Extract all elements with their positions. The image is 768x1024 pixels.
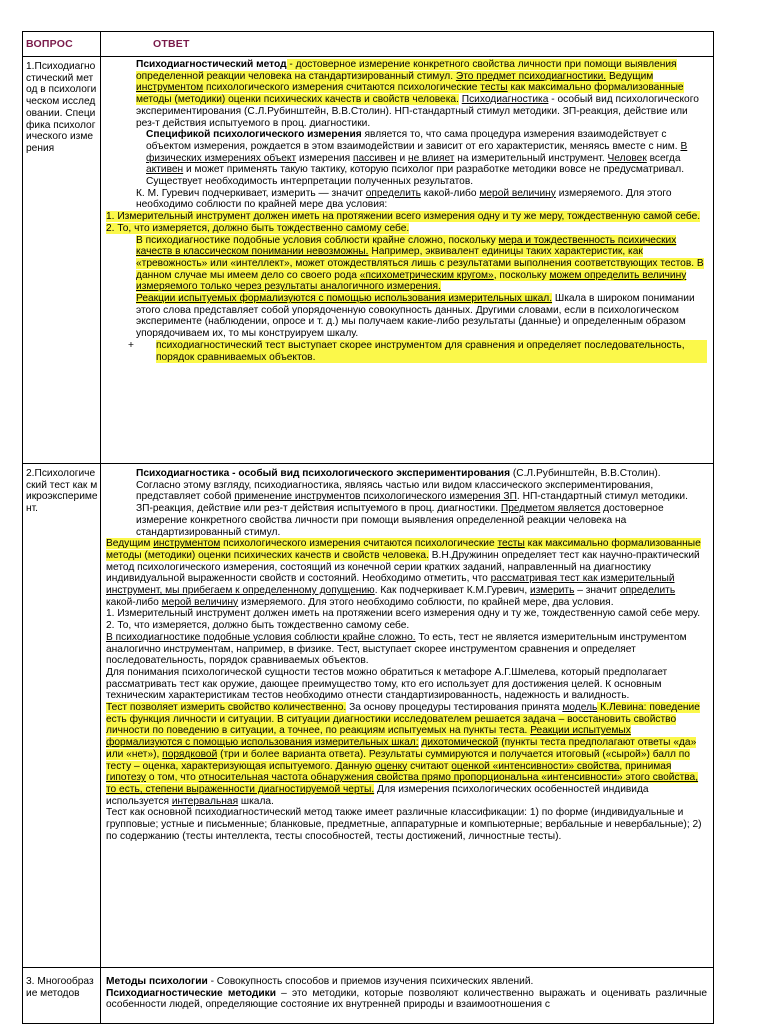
text-span: мерой величину [479, 187, 556, 199]
answer-cell [101, 464, 714, 968]
paragraph: Тест как основной психодиагностический метод также имеет различные классификации: 1) по форме (индивидуальные и групповые; устные и письменные; бланковые, предметные, аппаратурные и компьютерные; вербальные и невербальные); 2) по содержанию (тесты интеллекта, тесты способностей, тесты достижений, личностные тесты). [106, 807, 702, 842]
text-span: В психодиагностике подобные условия соблюсти крайне сложно, поскольку [136, 234, 499, 246]
paragraph: 1. Измерительный инструмент должен иметь на протяжении всего измерения одну и ту же, тождественную самой себе меру. [106, 608, 701, 620]
answer-text [101, 464, 713, 843]
paragraph [106, 538, 707, 608]
text-span: . Как подчеркивает К.М.Гуревич, [374, 585, 531, 597]
paragraph [106, 468, 707, 538]
paragraph [106, 59, 707, 129]
term: Психодиагностика - особый вид психологического экспериментирования [136, 468, 511, 479]
qa-table [22, 31, 714, 1024]
text-span: - особый вид психологического экспериментирования (С.Л.Рубинштейн, В.В.Столин). НП-стандартный стимул методики. ЗП-реакция, действие или рез-т действия испытуемого в проц. диагностики. [136, 94, 699, 129]
text-span: определить [365, 187, 421, 199]
text-span: измеряемого. Для этого необходимо соблюсти, по крайней мере, два условия. [238, 596, 614, 608]
text-span: о том, что [146, 772, 199, 784]
question-text: 3. Многообразие методов [26, 976, 94, 999]
text-span: тесты [497, 538, 525, 550]
text-span: инструментом [153, 538, 221, 550]
text-span: В физических измерениях объект [146, 140, 688, 164]
text-span: относительная частота обнаружения свойства прямо пропорциональна «интенсивности» этого свойства, то есть, степени выраженности диагностируемой черты. [106, 772, 699, 795]
text-span: оценкой «интенсивности» свойства, [451, 760, 623, 772]
text-span: рассматривая тест как измерительный инструмент, мы прибегаем к определенному допущению [106, 573, 675, 597]
text-span: Психодиагностика [461, 94, 549, 106]
text-span: К.Левина: поведение есть функция личности и ситуации. В ситуации диагностики исследователем решается задача – восстановить свойство личности по поведению в ситуации, а точнее, по реакциям испытуемых на пункты теста. [106, 702, 700, 737]
text-span: интервальная [171, 795, 239, 807]
text-span: , поскольку [493, 269, 550, 281]
text-span: (пункты теста предполагают ответы «да» или «нет»), [106, 737, 697, 760]
text-span: и [396, 152, 409, 164]
text-span: модель [562, 702, 598, 714]
answer-text [101, 968, 713, 1011]
text-span: мера и тождественность психических качеств в классическом понимании невозможны. [136, 234, 677, 258]
bullet-mark: + [128, 339, 134, 351]
text-span: Шкала в широком понимании этого слова представляет собой упорядоченную совокупность данных. Другими словами, если в психологическом эксперименте (наблюдении, опросе и т. д.) мы получаем какие-либо результаты (данные) и определенным образом упорядочиваем их, то мы конструируем шкалу. [136, 293, 695, 340]
header-question: ВОПРОС [26, 38, 73, 50]
text-span: какой-либо [106, 596, 162, 608]
table-header-row [23, 32, 714, 57]
text-span: достоверное измерение конкретного свойства личности при помощи выявления определенной реакции человека на стандартизированный стимул. [136, 503, 664, 538]
answer-text [101, 57, 713, 363]
text-span: шкала. [238, 795, 274, 807]
text-span: гипотезу [106, 772, 147, 784]
text-span: (три и более варианта ответа). Результаты суммируются и получается итоговый («сырой») балл по тесту – оценка, характеризующая испытуемого. Данную [106, 748, 690, 772]
text-span: мерой величину [161, 596, 239, 608]
paragraph [106, 293, 707, 340]
table-row [23, 464, 714, 968]
header-answer-cell [101, 32, 714, 57]
paragraph [106, 632, 707, 667]
text-span: дихотомической [421, 737, 499, 749]
text-span: – это методики, которые позволяют количественно выражать и оценивать различные особенности людей, определяющие состояние их внутренней природы и взаимоотношения с [106, 987, 708, 1011]
header-answer: ОТВЕТ [153, 38, 190, 50]
text-span: измерить [530, 585, 575, 597]
question-cell [23, 968, 101, 1024]
table-row [23, 968, 714, 1024]
text-span: пассивен [353, 152, 397, 164]
text-span: Например, эквивалент единицы таких характеристик, как «тревожность» или «интеллект», может отождествляться лишь с результатами выполнения соответствующих тестов. В данном случае мы имеем дело со своего рода [136, 246, 704, 281]
paragraph [106, 702, 707, 807]
text-span: определить [619, 585, 676, 597]
answer-cell [101, 968, 714, 1024]
text-span: принимая [622, 760, 672, 772]
text-span: 1. Измерительный инструмент должен иметь на протяжении всего измерения одну и ту же меру, тождественную самой себе. [106, 211, 701, 223]
answer-cell [101, 57, 714, 464]
text-span: - Совокупность способов и приемов изучения психических явлений. [207, 976, 534, 987]
text-span: инструментом [136, 82, 204, 94]
term: Психодиагностические методики [106, 987, 276, 999]
text-span: Ведущим [106, 538, 154, 550]
text-span: психологического измерения считаются психологические [220, 538, 498, 550]
bullet-text: психодиагностический тест выступает скорее инструментом для сравнения и определяет последовательность, порядок сравниваемых объектов. [156, 340, 707, 363]
question-text: 1.Психодиагностический метод в психологическом исследовании. Специфика психологического измерения [26, 61, 97, 154]
text-span: Для измерения психологических особенностей индивида используется [106, 783, 649, 807]
question-cell [23, 57, 101, 464]
text-span: как максимально формализованные методы (методики) оценки психических качеств и свойств человека. [106, 538, 701, 561]
text-span: и может применять такую тактику, которую психолог при разработке методики вовсе не предусматривал. Существует необходимость интерпретации полученных результатов. [146, 164, 685, 188]
text-span: Реакции испытуемых формализуются с помощью использования измерительных шкал: [106, 725, 631, 749]
paragraph [106, 988, 707, 1011]
question-text: 2.Психологический тест как микроэксперимент. [26, 468, 98, 515]
paragraph [106, 223, 707, 235]
text-span: активен [146, 164, 184, 176]
text-span: Это предмет психодиагностики. [455, 70, 607, 82]
text-span: - достоверное измерение конкретного свойства личности при помощи выявления определенной реакции человека на стандартизированный стимул. [136, 59, 677, 82]
text-span: оценку [374, 760, 408, 772]
text-span: считают [407, 760, 452, 772]
paragraph [106, 188, 707, 211]
text-span: В психодиагностике подобные условия соблюсти крайне сложно. [106, 631, 416, 643]
text-span: Ведущим [606, 70, 654, 82]
text-span: 2. То, что измеряется, должно быть тождественно самому себе. [106, 222, 410, 234]
text-span: «психометрическим кругом» [359, 269, 494, 281]
text-span: порядковой [162, 748, 218, 760]
term: Методы психологии [106, 976, 208, 987]
paragraph [106, 129, 707, 188]
text-span: тесты [480, 82, 508, 94]
text-span: За основу процедуры тестирования принята [346, 702, 563, 714]
text-span: психологического измерения считаются психологические [203, 82, 481, 94]
text-span: не влияет [408, 152, 455, 164]
text-span: всегда [646, 152, 681, 164]
text-span: измерения [296, 152, 353, 164]
paragraph: 2. То, что измеряется, должно быть тождественно самому себе. [106, 620, 410, 632]
text-span: То есть, тест не является измерительным инструментом аналогично инструментам, например, в физике. Тест, выступает скорее инструментом сравнения и определяет последовательность, порядок сравниваемых объектов. [106, 631, 687, 667]
table-row [23, 57, 714, 464]
text-span: . НП-стандартный стимул методики. ЗП-реакция, действие или рез-т действия испытуемого в проц. диагностики. [136, 491, 688, 515]
question-cell [23, 464, 101, 968]
paragraph [106, 235, 707, 294]
text-span: на измерительный инструмент. [454, 152, 608, 164]
paragraph: Для понимания психологической сущности тестов можно обратиться к метафоре А.Г.Шмелева, который предполагает рассматривать тест как оружие, дающее преимущество тому, кто его использует для достижения целей. К основным техническим характеристикам тестов необходимо отнести стандартизированность, надежность и валидность. [106, 666, 668, 702]
text-span: Тест позволяет измерить свойство количественно. [106, 702, 347, 714]
term: Спецификой психологического измерения [146, 129, 362, 141]
header-question-cell [23, 32, 101, 57]
bullet-item [106, 340, 707, 363]
paragraph [106, 976, 707, 988]
text-span: В.Н.Дружинин определяет тест как научно-практический метод психологического измерения, состоящий из конечной серии кратких заданий, направленный на диагностику индивидуальной выраженности свойств и состояний. Необходимо отметить, что [106, 549, 700, 585]
text-span: – значит [574, 585, 620, 597]
text-span: Человек [607, 152, 647, 164]
term: Психодиагностический метод [136, 59, 287, 70]
text-span: К. М. Гуревич подчеркивает, измерить — значит [136, 187, 366, 199]
text-span: применение инструментов психологического измерения ЗП [234, 491, 517, 503]
text-span: Реакции испытуемых формализуются с помощью использования измерительных шкал. [136, 293, 553, 305]
paragraph [106, 211, 707, 223]
text-span: можем определить величину измеряемого только через результаты аналогичного измерения. [136, 269, 687, 293]
text-span: (С.Л.Рубинштейн, В.В.Столин). Согласно этому взгляду, психодиагностика, являясь частью или видом классического экспериментирования, представляет собой [136, 468, 661, 503]
text-span: является то, что сама процедура измерения взаимодействует с объектом измерения, рождается в этом взаимодействии и зависит от его характеристик, меняясь вместе с ним. [146, 129, 681, 152]
text-span: Предметом является [500, 503, 601, 515]
text-span: какой-либо [420, 187, 480, 199]
text-span: как максимально формализованные методы (методики) оценки психических качеств и свойств человека. [136, 82, 684, 106]
text-span: измеряемого. Для этого необходимо соблюсти по крайней мере два условия: [136, 187, 672, 211]
